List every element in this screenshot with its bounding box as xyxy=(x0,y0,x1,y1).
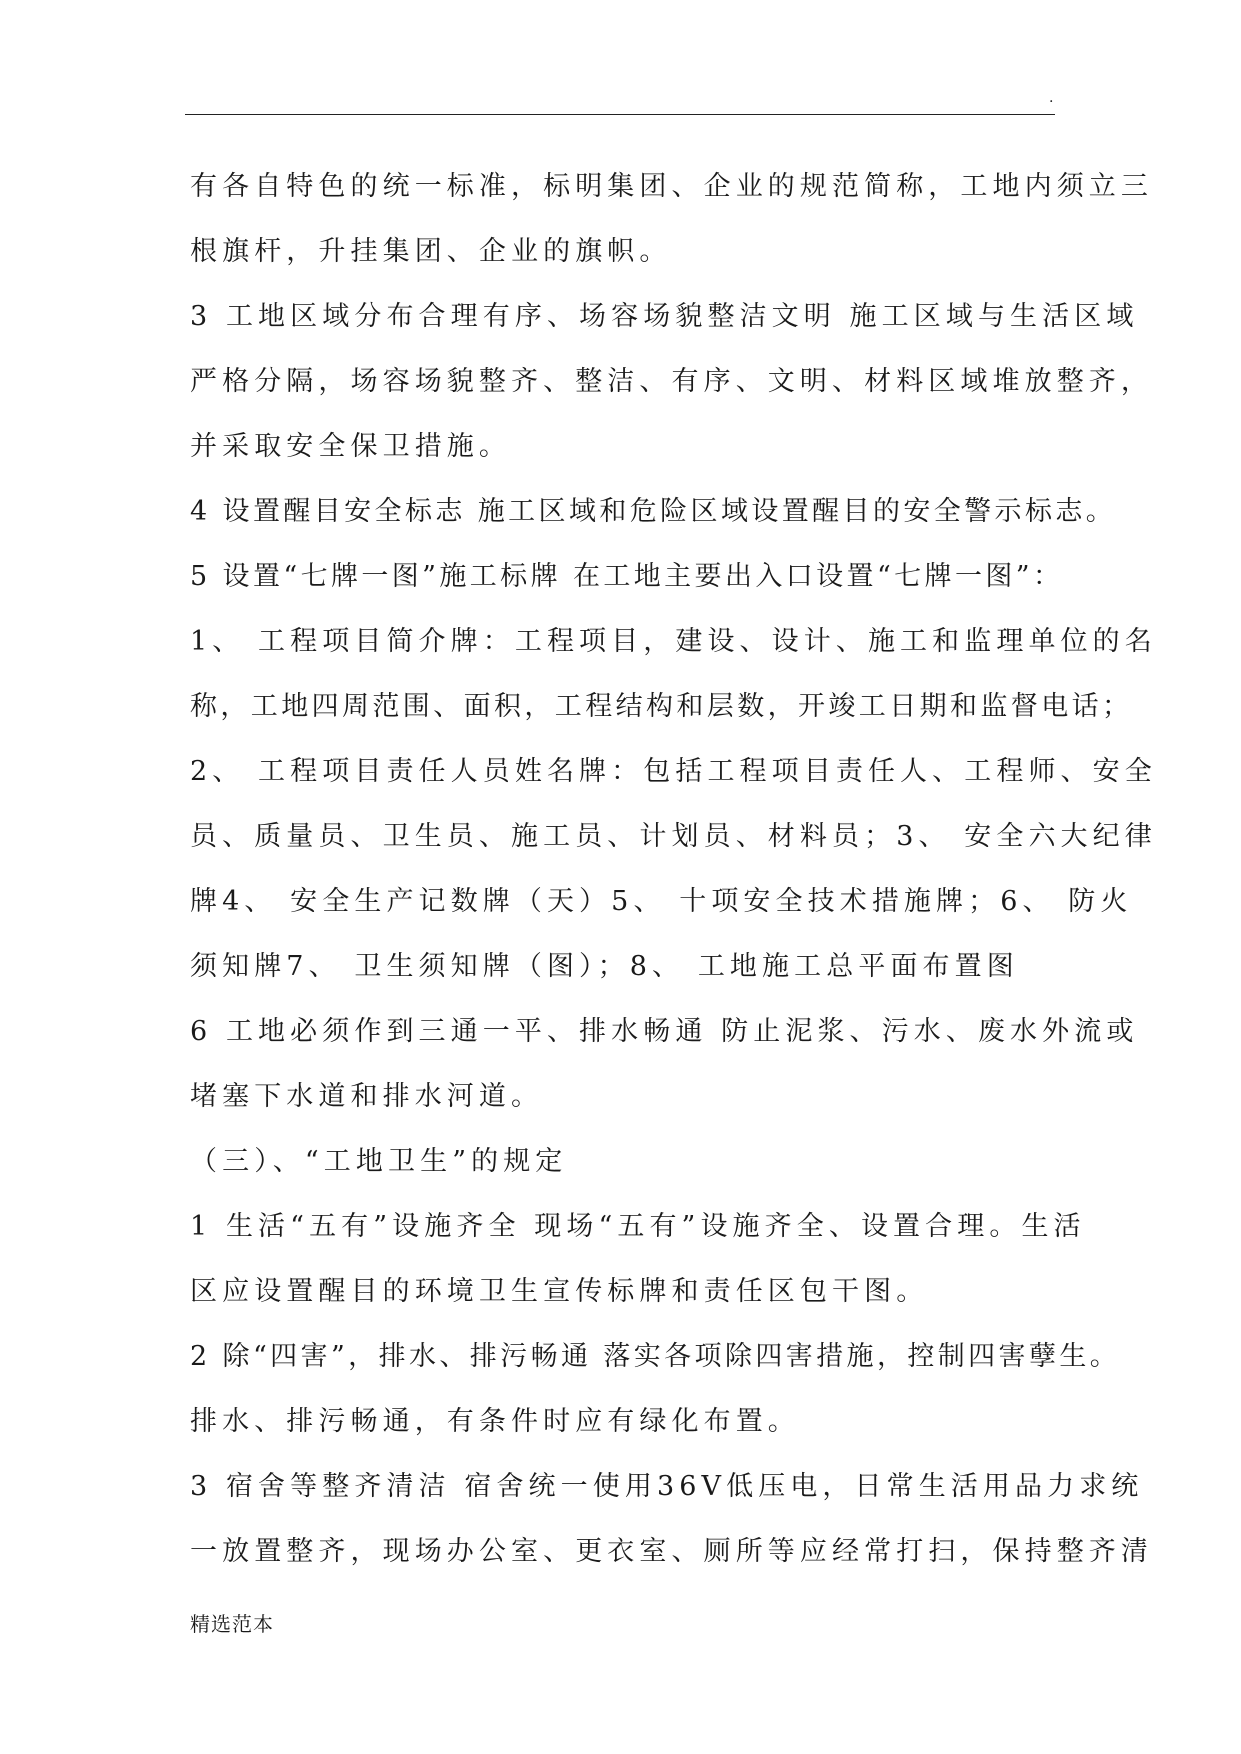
text-line: 3 宿舍等整齐清洁 宿舍统一使用36V低压电，日常生活用品力求统 xyxy=(190,1471,1144,1502)
text-line: 称，工地四周范围、面积，工程结构和层数，开竣工日期和监督电话； xyxy=(190,691,1133,722)
text-line: 严格分隔，场容场貌整齐、整洁、有序、文明、材料区域堆放整齐， xyxy=(190,366,1153,397)
text-line: 6 工地必须作到三通一平、排水畅通 防止泥浆、污水、废水外流或 xyxy=(190,1016,1139,1047)
text-line: 1、 工程项目简介牌：工程项目，建设、设计、施工和监理单位的名 xyxy=(190,626,1157,657)
text-line: 2 除“四害”，排水、排污畅通 落实各项除四害措施，控制四害孽生。 xyxy=(190,1341,1121,1372)
text-line: 有各自特色的统一标准，标明集团、企业的规范简称，工地内须立三 xyxy=(190,171,1153,202)
text-line: 2、 工程项目责任人员姓名牌：包括工程项目责任人、工程师、安全 xyxy=(190,756,1157,787)
text-line: 一放置整齐，现场办公室、更衣室、厕所等应经常打扫，保持整齐清 xyxy=(190,1536,1153,1567)
text-line: 员、质量员、卫生员、施工员、计划员、材料员；3、 安全六大纪律 xyxy=(190,821,1157,852)
text-line: 3 工地区域分布合理有序、场容场貌整洁文明 施工区域与生活区域 xyxy=(190,301,1139,332)
text-line: 4 设置醒目安全标志 施工区域和危险区域设置醒目的安全警示标志。 xyxy=(190,496,1117,527)
text-line: 须知牌7、 卫生须知牌（图）；8、 工地施工总平面布置图 xyxy=(190,951,1019,982)
text-line: 根旗杆，升挂集团、企业的旗帜。 xyxy=(190,236,672,267)
text-line: 5 设置“七牌一图”施工标牌 在工地主要出入口设置“七牌一图”： xyxy=(190,561,1064,592)
text-line: 区应设置醒目的环境卫生宣传标牌和责任区包干图。 xyxy=(190,1276,929,1307)
document-body xyxy=(190,154,1157,1584)
text-line: 排水、排污畅通，有条件时应有绿化布置。 xyxy=(190,1406,800,1437)
text-line: 并采取安全保卫措施。 xyxy=(190,431,511,462)
header-rule xyxy=(185,114,1055,115)
header-mark: . xyxy=(1049,90,1054,106)
footer-label: 精选范本 xyxy=(190,1612,274,1636)
text-line: 牌4、 安全生产记数牌（天）5、 十项安全技术措施牌；6、 防火 xyxy=(190,886,1133,917)
section-heading: （三）、“工地卫生”的规定 xyxy=(190,1146,568,1177)
text-line: 1 生活“五有”设施齐全 现场“五有”设施齐全、设置合理。生活 xyxy=(190,1211,1086,1242)
text-line: 堵塞下水道和排水河道。 xyxy=(190,1081,544,1112)
